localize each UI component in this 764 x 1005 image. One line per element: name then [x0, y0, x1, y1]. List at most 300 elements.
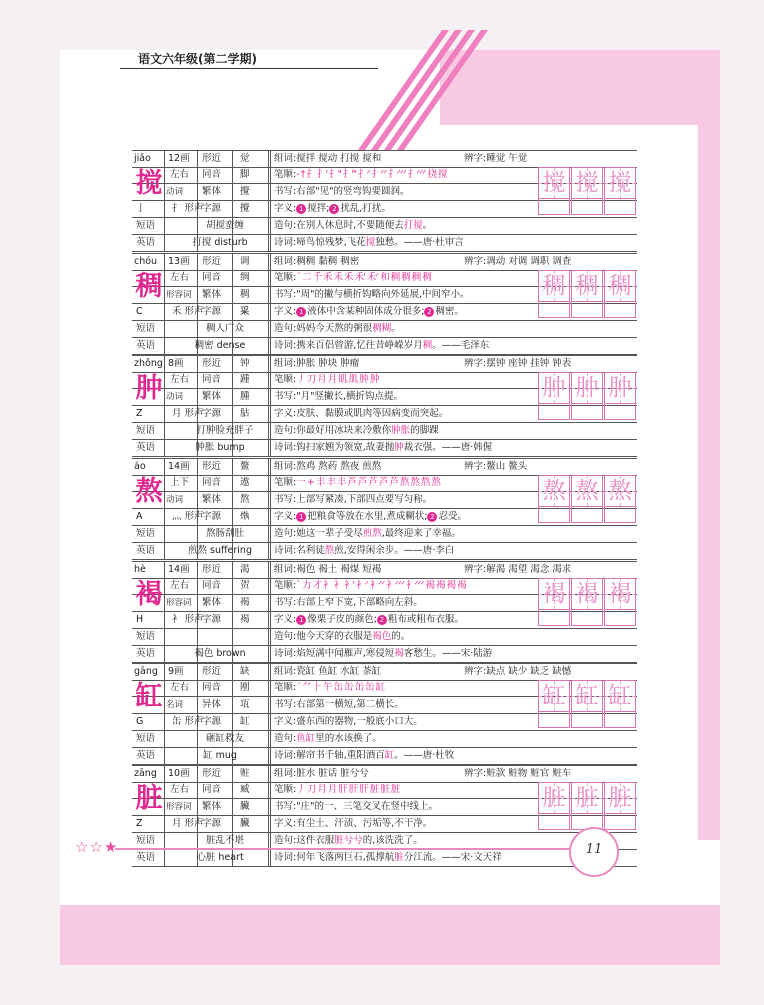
- grid-line: [232, 595, 233, 611]
- tongyin-char: 脚: [240, 169, 250, 180]
- grid-line: [232, 254, 233, 270]
- structure: 左右: [170, 682, 190, 693]
- grid-line: [232, 766, 233, 782]
- poem-text: 诗词:何年飞落两巨石,孤撑航: [274, 852, 395, 863]
- grid-line: [270, 731, 271, 747]
- grid-line: [232, 167, 233, 183]
- xingjin-char: 调: [240, 256, 250, 267]
- main-character: 搅: [135, 168, 163, 199]
- trace-character: 稠: [575, 273, 599, 299]
- xingjin-char: 渴: [240, 564, 250, 575]
- practice-cell-blank: [604, 199, 636, 215]
- label-bishun: 笔顺:: [274, 580, 297, 591]
- radical-index: G: [136, 716, 144, 727]
- main-character: 脏: [135, 783, 163, 814]
- label-yingyu: 英语: [136, 545, 156, 556]
- sense-text: 搅拌;: [307, 203, 330, 214]
- entry-row: [132, 731, 637, 748]
- main-character: 缸: [135, 681, 163, 712]
- practice-cell: [538, 372, 570, 404]
- entry-row: [132, 748, 637, 765]
- label-ziyuan: 字源: [202, 408, 222, 419]
- fanti-char: 瓨: [240, 699, 250, 710]
- label-xingjin: 形近: [202, 564, 222, 575]
- entry-row: [132, 646, 637, 663]
- grid-line: [268, 748, 269, 764]
- phrase: 打肿脸充胖子: [196, 425, 254, 436]
- label-ziyi: 字义:: [274, 203, 297, 214]
- grid-line: [164, 389, 165, 405]
- poem-highlight: 缸: [384, 750, 395, 761]
- phrase: 胡搅蛮缠: [205, 220, 244, 231]
- label-ziyi: 字义:: [274, 511, 297, 522]
- grid-line: [232, 578, 233, 594]
- sentence-text: 造句:: [274, 733, 297, 744]
- label-yingyu: 英语: [136, 442, 156, 453]
- radical-index: A: [136, 511, 143, 522]
- label-yingyu: 英语: [136, 648, 156, 659]
- label-fanti: 繁体: [202, 597, 222, 608]
- label-fanti: 异体: [202, 699, 222, 710]
- label-xingjin: 形近: [202, 461, 222, 472]
- radical-index: Z: [136, 408, 143, 419]
- page-number: 11: [585, 842, 603, 857]
- fanti-char: 褐: [240, 597, 250, 608]
- sense-text: 像栗子皮的颜色;: [307, 614, 377, 625]
- zuci: 组词:脏水 脏话 脏兮兮: [274, 768, 369, 779]
- grid-line: [268, 578, 269, 594]
- trace-character: 缸: [542, 683, 566, 709]
- star-icons: ☆☆★: [75, 838, 119, 856]
- entry-row: [132, 561, 637, 579]
- label-bishun: 笔顺:: [274, 784, 297, 795]
- sense-text: 液体中含某种固体成分很多;: [307, 306, 425, 317]
- stroke-count: 9画: [168, 666, 184, 677]
- practice-grid: [538, 680, 637, 728]
- fanti-char: 稠: [240, 289, 250, 300]
- practice-cell: [538, 167, 570, 199]
- radical: 禾 形声: [172, 306, 204, 317]
- pinyin: gāng: [134, 666, 158, 677]
- radical: 衤 形声: [172, 614, 204, 625]
- radical-index: H: [136, 614, 144, 625]
- grid-line: [270, 167, 271, 183]
- practice-cell: [571, 270, 603, 302]
- sense-number: 2: [424, 307, 434, 317]
- practice-cell-blank: [538, 302, 570, 318]
- shici: [274, 338, 636, 354]
- sentence-text: 造句:这件衣服: [274, 835, 335, 846]
- grid-line: [268, 714, 269, 730]
- grid-line: [270, 680, 271, 696]
- pinyin: áo: [134, 461, 146, 472]
- xingjin-char: 觉: [240, 153, 250, 164]
- practice-grid: [538, 167, 637, 215]
- pinyin: zāng: [134, 768, 157, 779]
- main-character: 稠: [135, 271, 163, 302]
- grid-line: [164, 167, 165, 183]
- entry-row: [132, 458, 637, 476]
- practice-cell: [604, 372, 636, 404]
- grid-line: [232, 782, 233, 798]
- label-tongyin: 同音: [202, 682, 222, 693]
- grid-line: [270, 595, 271, 611]
- entry-row: [132, 355, 637, 373]
- ziyi: [274, 816, 536, 832]
- label-ziyuan: 字源: [202, 203, 222, 214]
- tongyin-char: 绸: [240, 272, 250, 283]
- label-xingjin: 形近: [202, 153, 222, 164]
- pinyin: zhǒng: [134, 358, 163, 369]
- grid-line: [164, 270, 165, 286]
- bianzi: 辨字:调动 对调 调职 调查: [464, 256, 572, 267]
- sense-number: 1: [296, 512, 306, 522]
- grid-line: [270, 543, 271, 559]
- label-yingyu: 英语: [136, 237, 156, 248]
- entry-row: [132, 765, 637, 783]
- label-xingjin: 形近: [202, 256, 222, 267]
- grid-line: [268, 595, 269, 611]
- poem-text: 裁衣强。——唐·韩偓: [403, 442, 493, 453]
- stroke-order: 丿 刀 月 月 肌 肌 肿 肿: [296, 374, 379, 385]
- poem-text: 煎,安得闲余步。——唐·李白: [334, 545, 455, 556]
- grid-line: [232, 799, 233, 815]
- entry-row: [132, 526, 637, 543]
- label-bishun: 笔顺:: [274, 682, 297, 693]
- sentence-text: 的脚踝: [410, 425, 439, 436]
- pinyin: hè: [134, 564, 146, 575]
- stroke-count: 10画: [168, 768, 190, 779]
- grid-line: [270, 151, 271, 167]
- zaoju: [274, 526, 536, 542]
- practice-cell-blank: [604, 610, 636, 626]
- sentence-text: 造句:你最好用冰块来冷敷你: [274, 425, 392, 436]
- grid-line: [270, 389, 271, 405]
- structure: 上下: [170, 477, 190, 488]
- ziyi: [274, 201, 536, 217]
- trace-character: 熬: [575, 478, 599, 504]
- grid-line: [268, 372, 269, 388]
- grid-line: [232, 714, 233, 730]
- writing-tip: 书写:"庄"的一、三笔交叉在竖中线上。: [274, 801, 438, 812]
- grid-line: [268, 492, 269, 508]
- sentence-text: 。: [422, 220, 433, 231]
- grid-line: [270, 526, 271, 542]
- grid-line: [232, 151, 233, 167]
- zuci: 组词:瓷缸 鱼缸 水缸 茶缸: [274, 666, 382, 677]
- grid-line: [268, 766, 269, 782]
- grid-line: [232, 372, 233, 388]
- grid-line: [268, 235, 269, 251]
- ziyi: [274, 612, 536, 628]
- practice-cell-blank: [604, 712, 636, 728]
- grid-line: [268, 151, 269, 167]
- label-tongyin: 同音: [202, 272, 222, 283]
- bishun: [274, 372, 536, 388]
- grid-line: [164, 782, 165, 798]
- trace-character: 褐: [542, 581, 566, 607]
- grid-line: [232, 475, 233, 491]
- char-entry: [132, 561, 637, 660]
- page-title: 语文六年级(第二学期): [138, 52, 257, 66]
- main-character: 熬: [135, 476, 163, 507]
- xingjin-char: 缺: [240, 666, 250, 677]
- ziyi: [274, 406, 536, 422]
- sense-number: 2: [427, 512, 437, 522]
- grid-line: [270, 833, 271, 849]
- stroke-order: ´ ⺈ ⺊ 午 缶 缶 缶 缶 缸: [296, 682, 385, 693]
- bishun: [274, 782, 536, 798]
- grid-line: [232, 664, 233, 680]
- sentence-highlight: 脏兮兮: [334, 835, 363, 846]
- entry-row: [132, 218, 637, 235]
- label-fanti: 繁体: [202, 801, 222, 812]
- grid-line: [268, 440, 269, 456]
- trace-character: 脏: [542, 785, 566, 811]
- grid-line: [268, 612, 269, 628]
- structure: 左右: [170, 169, 190, 180]
- grid-line: [232, 270, 233, 286]
- grid-line: [164, 697, 165, 713]
- poem-text: 。——唐·杜牧: [394, 750, 455, 761]
- sentence-highlight: 打搅: [403, 220, 423, 231]
- poem-text: 诗词:解帘书千轴,重阳酒百: [274, 750, 385, 761]
- radical: 月 形声: [172, 818, 204, 829]
- label-tongyin: 同音: [202, 374, 222, 385]
- shici: [274, 440, 636, 456]
- grid-line: [270, 459, 271, 475]
- zaoju: [274, 321, 536, 337]
- grid-line: [268, 338, 269, 354]
- grid-line: [268, 680, 269, 696]
- practice-cell: [604, 680, 636, 712]
- label-fanti: 繁体: [202, 391, 222, 402]
- trace-character: 缸: [608, 683, 632, 709]
- entry-row: [132, 440, 637, 457]
- label-fanti: 繁体: [202, 494, 222, 505]
- stroke-count: 13画: [168, 256, 190, 267]
- trace-character: 肿: [575, 375, 599, 401]
- label-bishun: 笔顺:: [274, 374, 297, 385]
- poem-highlight: 稠: [422, 340, 433, 351]
- part-of-speech: 形容词: [166, 290, 192, 300]
- sense-text: 稠密。: [435, 306, 464, 317]
- ziyuan-char: 攪: [240, 203, 250, 214]
- writing-tip: 书写:右部第一横短,第二横长。: [274, 699, 404, 710]
- practice-grid: [538, 782, 637, 830]
- ziyi: [274, 714, 536, 730]
- grid-line: [268, 321, 269, 337]
- grid-line: [164, 680, 165, 696]
- main-character: 肿: [135, 373, 163, 404]
- trace-character: 搅: [542, 170, 566, 196]
- part-of-speech: 动词: [166, 187, 184, 197]
- practice-cell-blank: [538, 814, 570, 830]
- trace-character: 褐: [575, 581, 599, 607]
- xingjin-char: 赃: [240, 768, 250, 779]
- grid-line: [232, 304, 233, 320]
- grid-line: [270, 850, 271, 866]
- shici: [274, 646, 636, 662]
- label-tongyin: 同音: [202, 784, 222, 795]
- grid-line: [270, 184, 271, 200]
- phrase: 稠人广众: [205, 323, 244, 334]
- zuci: 组词:褐色 褐土 褐煤 短褐: [274, 564, 382, 575]
- stroke-count: 14画: [168, 564, 190, 575]
- grid-line: [232, 509, 233, 525]
- label-ziyuan: 字源: [202, 306, 222, 317]
- grid-line: [232, 406, 233, 422]
- sense-text: 忍受。: [438, 511, 467, 522]
- pinyin: jiǎo: [134, 153, 151, 164]
- sentence-text: 造句:在别人休息时,不要随便去: [274, 220, 404, 231]
- sentence-text: ,最终迎来了幸福。: [381, 528, 461, 539]
- practice-cell: [604, 475, 636, 507]
- practice-cell-blank: [604, 404, 636, 420]
- label-ziyuan: 字源: [202, 511, 222, 522]
- english: 心脏 heart: [196, 852, 244, 863]
- poem-text: 诗词:名利徒: [274, 545, 325, 556]
- poem-text: 诗词:携来百侣曾游,忆往昔峥嵘岁月: [274, 340, 423, 351]
- grid-line: [270, 492, 271, 508]
- phrase: 砸缸救友: [205, 733, 244, 744]
- grid-line: [164, 799, 165, 815]
- bishun: [274, 270, 536, 286]
- phrase: 熬肠刮肚: [205, 528, 244, 539]
- part-of-speech: 形容词: [166, 598, 192, 608]
- tongyin-char: 贺: [240, 580, 250, 591]
- stroke-count: 14画: [168, 461, 190, 472]
- practice-cell: [571, 680, 603, 712]
- stroke-order: ´ 二 千 禾 禾 禾 禾' 禾ᐟ 和 稠 稠 稠 稠: [296, 272, 431, 283]
- practice-cell: [571, 782, 603, 814]
- label-ziyi: 字义:: [274, 306, 297, 317]
- zaoju: [274, 833, 536, 849]
- sense-number: 2: [329, 204, 339, 214]
- label-xingjin: 形近: [202, 358, 222, 369]
- grid-line: [268, 406, 269, 422]
- footer-pink-band: [60, 905, 720, 965]
- tongyin-char: 遨: [240, 477, 250, 488]
- grid-line: [268, 270, 269, 286]
- structure: 左右: [170, 374, 190, 385]
- entry-row: [132, 663, 637, 681]
- grid-line: [268, 629, 269, 645]
- part-of-speech: 形容词: [166, 802, 192, 812]
- grid-line: [232, 459, 233, 475]
- grid-line: [270, 338, 271, 354]
- label-tongyin: 同音: [202, 169, 222, 180]
- practice-grid: [538, 372, 637, 420]
- grid-line: [268, 543, 269, 559]
- label-ziyuan: 字源: [202, 818, 222, 829]
- practice-cell: [538, 578, 570, 610]
- label-ziyi: 字义:: [274, 408, 297, 419]
- zaoju: [274, 629, 536, 645]
- grid-line: [270, 287, 271, 303]
- practice-cell-blank: [538, 610, 570, 626]
- practice-cell-blank: [538, 507, 570, 523]
- zaoju: [274, 731, 536, 747]
- grid-line: [268, 254, 269, 270]
- practice-cell-blank: [538, 199, 570, 215]
- label-tongyin: 同音: [202, 580, 222, 591]
- grid-line: [270, 782, 271, 798]
- practice-grid: [538, 578, 637, 626]
- poem-text: 客愁生。——宋·陆游: [403, 648, 493, 659]
- trace-character: 搅: [608, 170, 632, 196]
- practice-cell: [538, 782, 570, 814]
- entry-row: [132, 235, 637, 252]
- grid-line: [268, 816, 269, 832]
- fanti-char: 腫: [240, 391, 250, 402]
- radical: 扌 形声: [172, 203, 204, 214]
- sense-text: 把粮食等放在水里,煮成糊状;: [307, 511, 428, 522]
- sentence-text: 。: [391, 323, 401, 334]
- char-entry: [132, 355, 637, 454]
- fanti-char: 攪: [240, 186, 250, 197]
- bishun: [274, 167, 536, 183]
- trace-character: 稠: [542, 273, 566, 299]
- practice-cell: [604, 167, 636, 199]
- label-bishun: 笔顺:: [274, 477, 297, 488]
- grid-line: [270, 714, 271, 730]
- grid-line: [270, 321, 271, 337]
- grid-line: [164, 595, 165, 611]
- poem-text: 。——毛泽东: [432, 340, 490, 351]
- grid-line: [268, 509, 269, 525]
- label-duanyu: 短语: [136, 528, 156, 539]
- grid-line: [268, 218, 269, 234]
- label-ziyi: 字义:: [274, 818, 297, 829]
- practice-cell: [538, 680, 570, 712]
- entry-row: [132, 629, 637, 646]
- structure: 左右: [170, 580, 190, 591]
- english: 稠密 dense: [194, 340, 246, 351]
- char-entry: [132, 253, 637, 352]
- stroke-order: 丿 刀 月 月 肝 肝 肝 脏 脏 脏: [296, 784, 400, 795]
- stroke-count: 8画: [168, 358, 184, 369]
- radical-index: Z: [136, 818, 143, 829]
- practice-cell-blank: [571, 404, 603, 420]
- footer-line: [115, 848, 570, 850]
- radical-index: C: [136, 306, 143, 317]
- writing-tip: 书写:上部写紧凑,下部四点要写匀称。: [274, 494, 433, 505]
- grid-line: [270, 748, 271, 764]
- practice-cell: [571, 475, 603, 507]
- label-duanyu: 短语: [136, 631, 156, 642]
- phrase: [182, 629, 268, 645]
- grid-line: [268, 731, 269, 747]
- grid-line: [232, 184, 233, 200]
- sentence-highlight: 肿胀: [391, 425, 411, 436]
- grid-line: [270, 816, 271, 832]
- practice-cell: [538, 270, 570, 302]
- sentence-text: 造句:妈妈今天熬的粥很: [274, 323, 373, 334]
- english: 煎熬 suffering: [188, 545, 252, 556]
- grid-line: [270, 475, 271, 491]
- poem-text: 独愁。——唐·杜审言: [375, 237, 464, 248]
- sense-text: 扰乱,打扰。: [340, 203, 391, 214]
- sentence-text: 造句:他今天穿的衣服是: [274, 631, 373, 642]
- grid-line: [270, 629, 271, 645]
- stroke-order: ‐ † 扌 扌' 扌'' 扌''' 扌ᐟ 扌ᐟᐟ 扌ᐟᐟᐟ 扌ᐟᐟᐟ 挠 搅: [296, 169, 447, 180]
- practice-cell-blank: [604, 302, 636, 318]
- grid-line: [268, 475, 269, 491]
- zuci: 组词:肿胀 肿块 肿瘤: [274, 358, 360, 369]
- grid-line: [232, 389, 233, 405]
- part-of-speech: 动词: [166, 392, 184, 402]
